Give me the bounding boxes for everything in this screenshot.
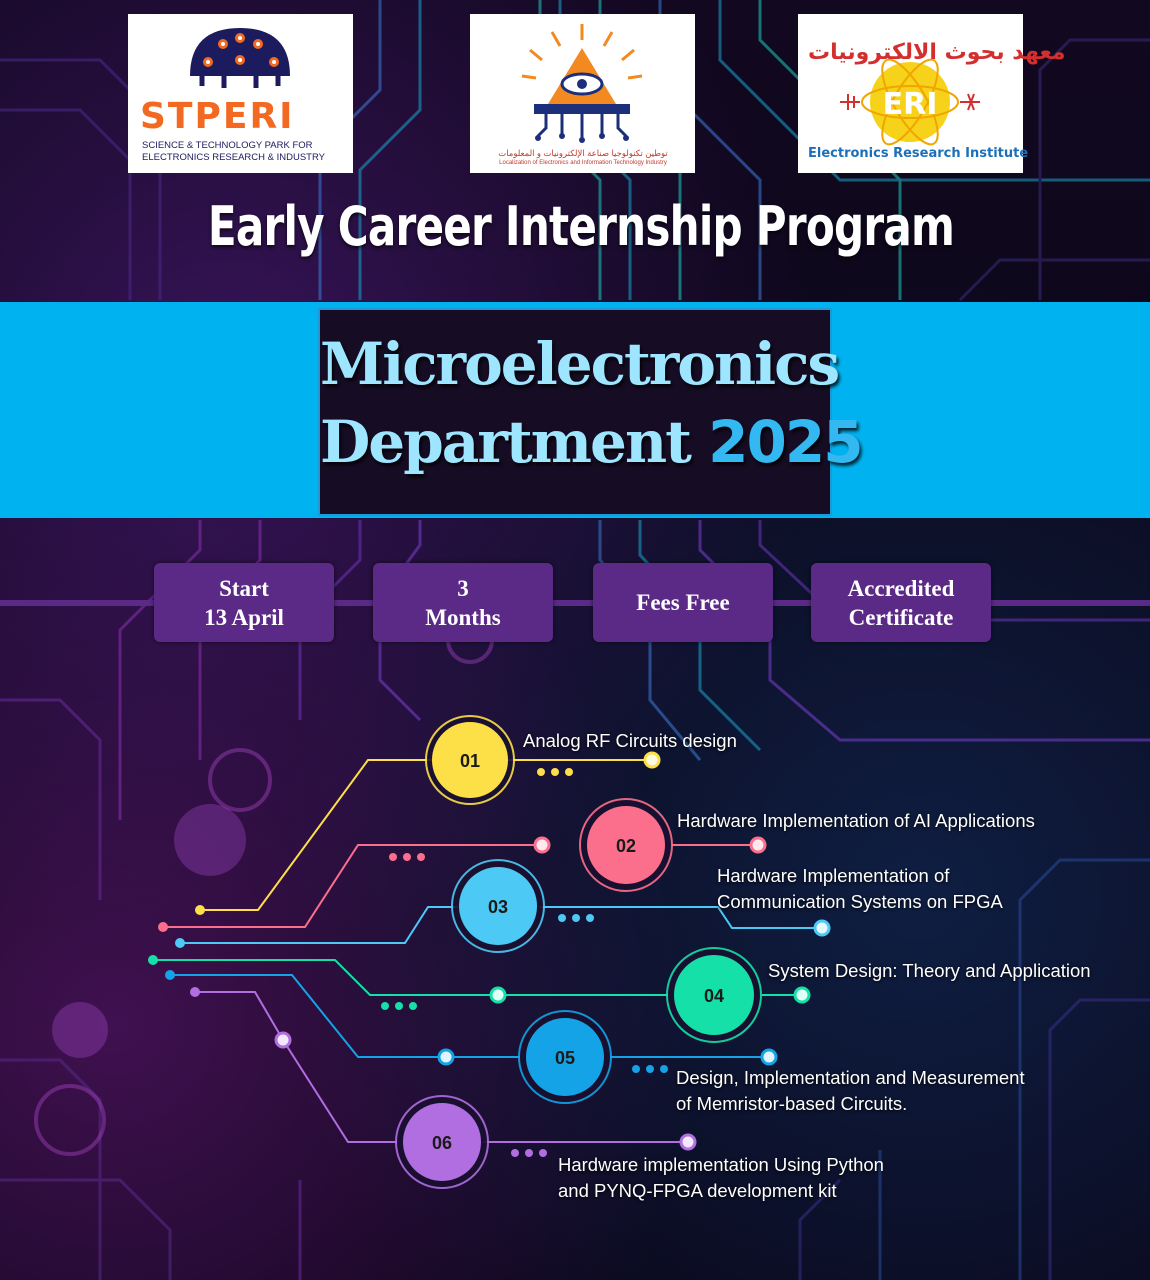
circle-06 [396, 1096, 488, 1188]
node-03-end [815, 921, 829, 935]
circle-04-number: 04 [703, 986, 725, 1006]
svg-text:ERI: ERI [882, 87, 938, 122]
topic-06-label [558, 1152, 884, 1204]
circle-03 [452, 860, 544, 952]
eri-english-name: Electronics Research Institute [808, 146, 1029, 161]
circle-05-number: 05 [554, 1048, 576, 1068]
node-04-mid [491, 988, 505, 1002]
topic-01-line1: Analog RF Circuits design [523, 730, 737, 751]
department-name-line1: Microelectronics [320, 330, 839, 398]
eri-arabic-name: معهد بحوث الالكترونيات [808, 40, 1066, 65]
topic-02-label [677, 808, 1035, 834]
circle-05 [519, 1011, 611, 1103]
department-word: Department [320, 408, 690, 476]
node-05-mid [439, 1050, 453, 1064]
start-label: Start [219, 575, 269, 601]
topic-05-line1: Design, Implementation and Measurement [676, 1067, 1025, 1088]
node-01-end [645, 753, 659, 767]
duration-number: 3 [457, 575, 469, 601]
dots-04 [381, 1002, 417, 1010]
circle-06-number: 06 [431, 1133, 453, 1153]
circle-02-number: 02 [615, 836, 637, 856]
start-date: 13 April [204, 604, 284, 630]
stperi-name: STPERI [140, 96, 295, 137]
dots-02 [389, 853, 425, 861]
dots-06 [511, 1149, 547, 1157]
fees-label: Fees Free [636, 590, 730, 615]
circle-01-number: 01 [459, 751, 481, 771]
circle-03-number: 03 [487, 897, 509, 917]
node-06-end [681, 1135, 695, 1149]
topic-05-line2: of Memristor-based Circuits. [676, 1093, 908, 1114]
topic-06-line2: and PYNQ-FPGA development kit [558, 1180, 837, 1201]
topic-05-label [676, 1065, 1025, 1117]
topic-01-label [523, 728, 737, 754]
node-05-start [165, 970, 175, 980]
dots-05 [632, 1065, 668, 1073]
node-05-end [762, 1050, 776, 1064]
topic-03-line1: Hardware Implementation of [717, 865, 950, 886]
node-02-start [158, 922, 168, 932]
department-year: 2025 [708, 408, 862, 476]
node-02-mid [535, 838, 549, 852]
circle-02 [580, 799, 672, 891]
dots-01 [537, 768, 573, 776]
topic-04-line1: System Design: Theory and Application [768, 960, 1091, 981]
localization-english: Localization of Electronics and Information Technology Industry [499, 160, 667, 166]
topic-04-label [768, 958, 1091, 984]
node-01-start [195, 905, 205, 915]
duration-unit: Months [425, 604, 501, 630]
node-04-end [795, 988, 809, 1002]
topic-03-line2: Communication Systems on FPGA [717, 891, 1003, 912]
circle-01 [426, 716, 514, 804]
program-title: Early Career Internship Program [207, 195, 955, 258]
localization-arabic: توطين تكنولوجيا صناعة الإلكترونيات و المعلومات [498, 148, 668, 158]
topic-02-line1: Hardware Implementation of AI Applications [677, 810, 1035, 831]
node-06-start [190, 987, 200, 997]
node-06-mid [276, 1033, 290, 1047]
stperi-subtitle-2: ELECTRONICS RESEARCH & INDUSTRY [142, 152, 325, 163]
node-02-end [751, 838, 765, 852]
dots-03 [558, 914, 594, 922]
topic-06-line1: Hardware implementation Using Python [558, 1154, 884, 1175]
node-03-start [175, 938, 185, 948]
circle-04 [667, 948, 761, 1042]
certificate-line2: Certificate [848, 604, 954, 630]
stperi-subtitle-1: SCIENCE & TECHNOLOGY PARK FOR [142, 140, 313, 151]
topic-03-label [717, 863, 1003, 915]
certificate-line1: Accredited [847, 575, 955, 601]
node-04-start [148, 955, 158, 965]
